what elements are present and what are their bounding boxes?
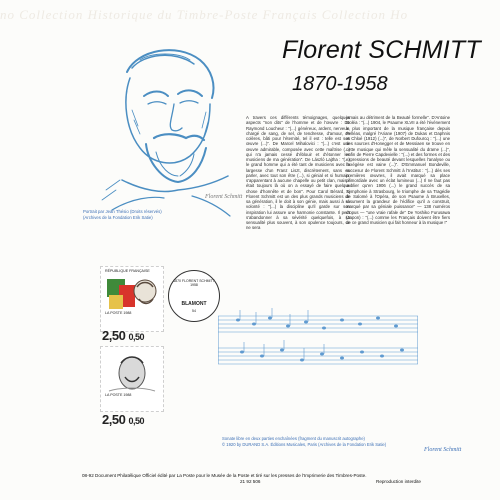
sheet-music-caption — [222, 436, 402, 447]
stamp1-country: RÉPUBLIQUE FRANÇAISE — [105, 269, 150, 273]
stamp-portrait-artwork — [101, 351, 163, 397]
composer-name-title: Florent SCHMITT — [282, 36, 481, 64]
stamps-block — [100, 266, 230, 446]
text-column-left — [246, 115, 350, 231]
portrait-signature: Florent Schmitt — [205, 194, 243, 200]
text-column-right — [346, 115, 450, 225]
cancel-line2: BLAMONT — [181, 301, 207, 307]
portrait-sketch-image — [82, 30, 232, 220]
stamp2-value-main: 2,50 — [102, 412, 126, 427]
cancel-line3: 54 — [192, 309, 196, 313]
stamp1-value-main: 2,50 — [102, 328, 126, 343]
portrait-caption — [83, 209, 193, 221]
portrait-caption-line1: Portrait par Jean Thésio (Droits réservés) — [83, 209, 162, 214]
footer-publisher-line: 08-92 Document Philatélique Officiel édité par La Poste pour le Musée de la Poste et tiré sur les presses de l'Imprimerie des Timbres-Poste. — [82, 473, 367, 478]
cancellation-postmark — [168, 270, 220, 322]
music-caption-line1: Sonate libre en deux parties enchaînées (fragment du manuscrit autographe) — [222, 436, 365, 441]
composer-years: 1870-1958 — [292, 73, 388, 95]
stamp2-value-cents: 0,50 — [128, 416, 144, 426]
music-caption-line2: © 1920 by DURAND S.A. Éditions Musicales, Paris (Archives de la Fondation Erik Satie) — [222, 441, 387, 447]
music-signature: Florent Schmitt — [424, 447, 462, 453]
stamp1-value — [102, 328, 144, 343]
text-right-body: jamais au détriment de la Beauté formelle". D'Antoine Goléa : "(...) 1904, le Psaume XLVII a été l'événement le plus important de la musique française depuis Pelléas, malgré l'Ariane (1907) de Dukas et Daphnis et Chloé (1912) (...)", de Norbert Dufourcq : "(...) une des sources d'Honegger et de Messiaen se trouve en cette musique qui mêle la sensualité du drame (...)", enfin de Pierre Capdevielle : "(...) et des formes et des expressions de beauté devant lesquelles l'analyse ou l'exégèse est vaine (...)". D'Emmanuel Bondeville, succesur de Florent Schmitt à l'Institut : "(...) dès ses premières œuvres, il avait marqué sa place primordiale avec un éclat lumineux (...) Il ne faut pas oublier qu'en 1906 (...) le grand succès de sa Symphonie à Strasbourg, le triomphe de sa Tragédie de Salomé à l'Opéra, de son Psaume à Bruxelles, résument la grandeur de l'édifice qu'il a construit, marqué par sa géniale puissance" — 138 numéros d'opus — "une vraie rafale de" De Yoshiko Furusawa (Japon) : "(...) comme les Français doivent être fiers de ce grand musicien qui fait honneur à la musique !" — [346, 115, 450, 225]
stamp2-value — [102, 412, 144, 427]
sheet-music-manuscript — [218, 308, 418, 378]
text-left-body: A travers ces différents témoignages, quelques aspects "non dits" de l'homme et de l'œuvre : De Raymond Loucheur : "(...) généreux, ardent, nerveux, chargé de sang, de sel, de tendresse, d'amour, de colères, bâti pour l'éternité, tel il est : telle est son œuvre (...)". De Marcel Mihalovici : "(...) c'est une œuvre admirable, composée avec cette maîtrise (...) qui n'a jamais cessé d'éblouir et d'étonner les musiciens de ma génération". De László Lajtha : "(...) le grand homme qui a été tant de musiciens avec la largesse d'un Franz Liszt, discrètement, sans en parler, avec tout son être (...), si génial et si humain, s'apparentant à aucune chapelle ou petit clan, mais il était toujours là où on a essayé de faire quelque chose d'honnête et de bon". Pour Carol Bérard, si Florent Schmitt est un des plus grands musiciens de sa génération, il le doit à son génie, mais aussi à sa volonté : "(...) la discipline qu'il garde sur son inspiration lui assure une harmonie constante. Il peut s'abandonner à sa sévérité quelquefois, à sa sensualité plus souvent, à son opulence toujours, ce ne sera — [246, 115, 350, 231]
stamp1-value-cents: 0,50 — [128, 332, 144, 342]
collection-banner: no Collection Historique du Timbre-Poste Français Collection Ho — [0, 7, 409, 22]
cancel-line1: 1870 FLORENT SCHMITT 1958 — [173, 279, 215, 287]
stamp-portrait — [100, 346, 164, 412]
stamp2-label: LA POSTE 1988 — [105, 393, 132, 397]
stamp-color — [100, 266, 164, 332]
footer-reproduction: Reproduction interdite — [376, 479, 421, 484]
stamp1-label: LA POSTE 1988 — [105, 311, 132, 315]
footer-code: 21 92 506 — [240, 479, 261, 484]
portrait-caption-line2: (Archives de la Fondation Erik Satie) — [83, 215, 153, 220]
